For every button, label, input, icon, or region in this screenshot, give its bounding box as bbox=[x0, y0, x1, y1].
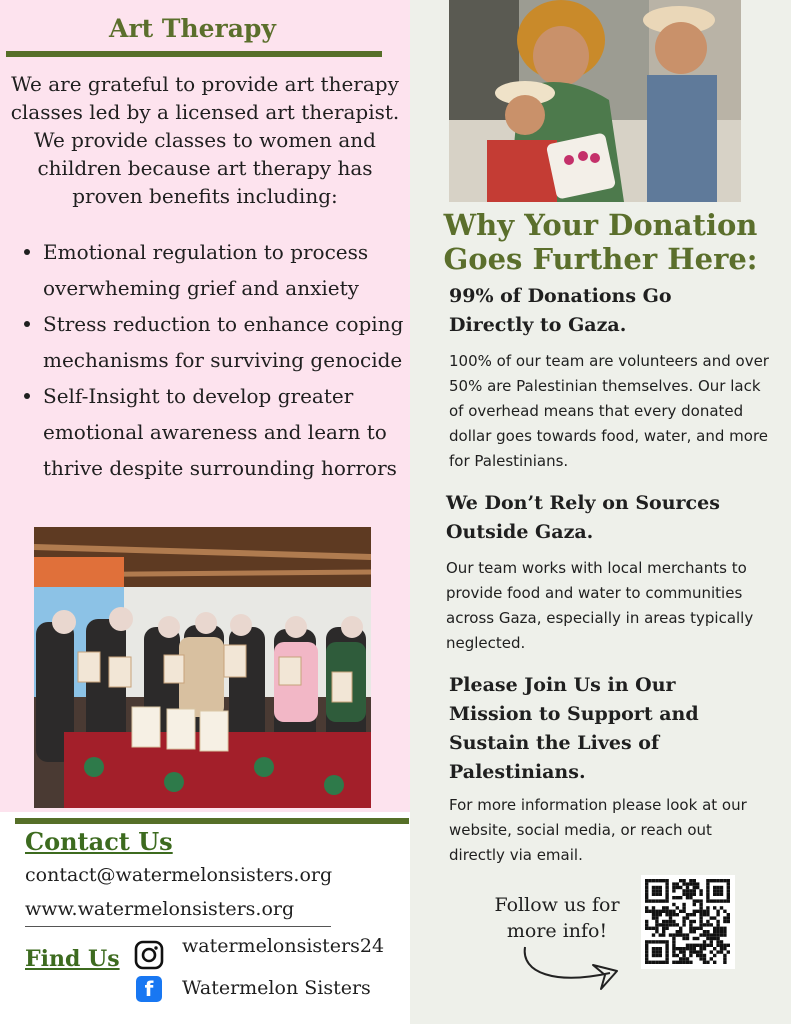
section-heading: We Don’t Rely on Sources Outside Gaza. bbox=[446, 492, 720, 543]
why-donation-headline: Why Your Donation Goes Further Here: bbox=[443, 208, 758, 276]
find-us-heading: Find Us bbox=[25, 946, 120, 972]
art-therapy-group-photo bbox=[34, 527, 371, 808]
benefit-item: Stress reduction to enhance coping mechanisms for surviving genocide bbox=[22, 306, 410, 378]
art-therapy-intro: We are grateful to provide art therapy classes led by a licensed art therapist. We provide classes to women and children because art therapy has proven benefits including: bbox=[10, 72, 400, 208]
qr-code[interactable] bbox=[641, 875, 735, 969]
contact-divider bbox=[15, 818, 409, 824]
follow-us-text: Follow us for more info! bbox=[494, 894, 620, 942]
curved-arrow-icon bbox=[515, 945, 625, 995]
instagram-handle[interactable]: watermelonsisters24 bbox=[182, 935, 385, 957]
section-body: 100% of our team are volunteers and over 50% are Palestinian themselves. Our lack of overhead means that every donated dollar goes towards food, water, and more for Palestinians. bbox=[449, 352, 769, 470]
section-heading: Please Join Us in Our Mission to Support and Sustain the Lives of Palestinians. bbox=[449, 674, 699, 783]
benefit-item: Emotional regulation to process overwheming grief and anxiety bbox=[22, 234, 410, 306]
facebook-page-name[interactable]: Watermelon Sisters bbox=[182, 977, 371, 999]
section-body: Our team works with local merchants to provide food and water to communities across Gaza, especially in areas typically neglected. bbox=[446, 559, 754, 652]
section-heading: 99% of Donations Go Directly to Gaza. bbox=[449, 285, 672, 336]
website-underline bbox=[25, 926, 331, 927]
art-therapy-title: Art Therapy bbox=[109, 14, 276, 43]
instagram-icon[interactable] bbox=[134, 940, 164, 970]
benefits-list bbox=[22, 234, 410, 486]
contact-heading: Contact Us bbox=[25, 827, 173, 856]
website-link[interactable]: www.watermelonsisters.org bbox=[25, 898, 295, 920]
contact-email-link[interactable]: contact@watermelonsisters.org bbox=[25, 864, 333, 886]
title-divider bbox=[6, 51, 382, 57]
volunteer-with-children-photo bbox=[449, 0, 741, 202]
benefit-item: Self-Insight to develop greater emotional awareness and learn to thrive despite surrounding horrors bbox=[22, 378, 410, 486]
section-body: For more information please look at our website, social media, or reach out directly via email. bbox=[449, 796, 747, 864]
facebook-icon[interactable]: f bbox=[136, 976, 162, 1002]
